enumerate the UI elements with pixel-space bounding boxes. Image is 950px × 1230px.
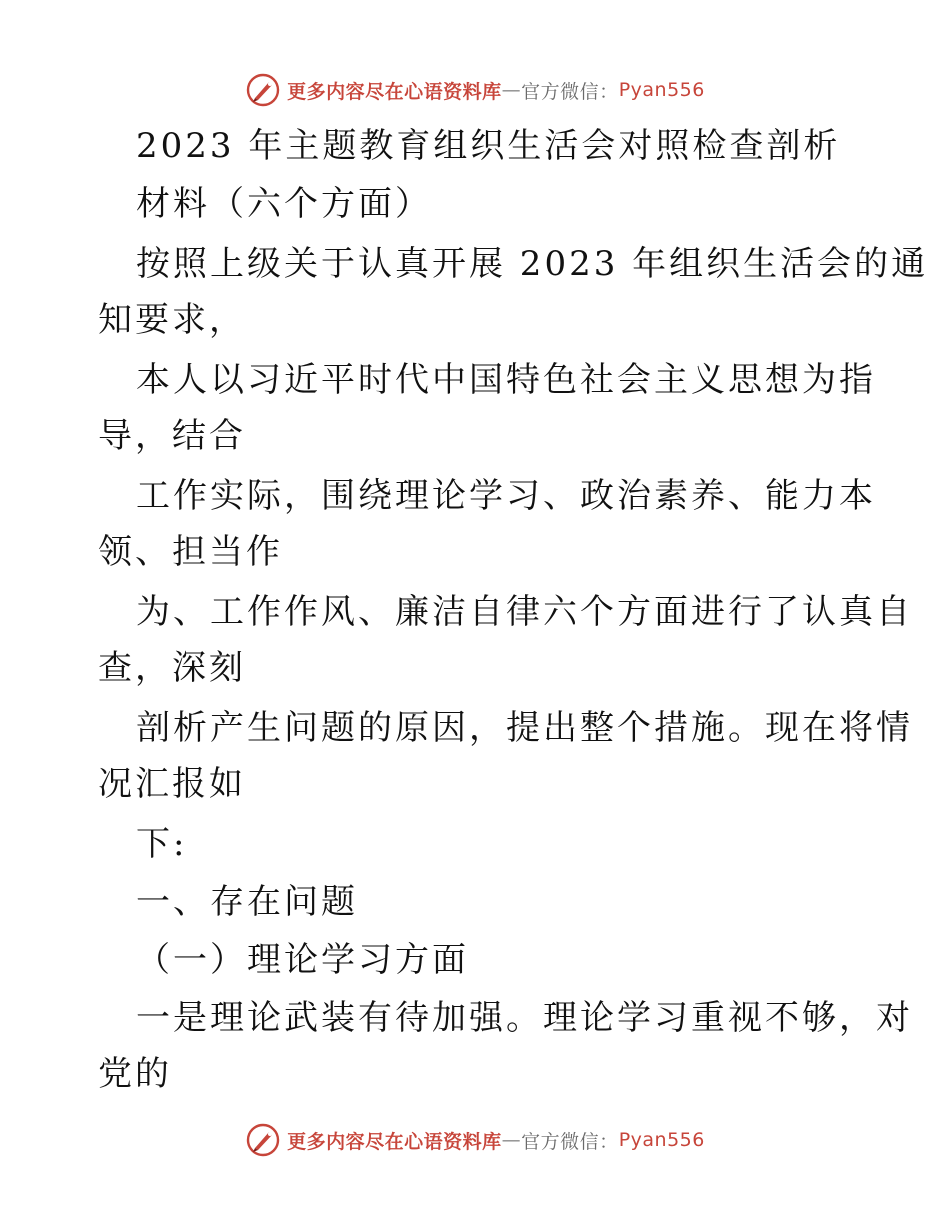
paragraph-line: 一是理论武装有待加强。理论学习重视不够，对 (136, 998, 913, 1038)
paragraph-line: 领、担当作 (98, 532, 283, 572)
doc-title-line-1: 2023 年主题教育组织生活会对照检查剖析 (136, 126, 841, 166)
banner-dash: — (501, 1129, 522, 1151)
banner-brand-text: 更多内容尽在心语资料库 (287, 1130, 502, 1153)
banner-brand-text: 更多内容尽在心语资料库 (287, 80, 502, 103)
paragraph-line: 党的 (98, 1054, 172, 1094)
banner-official-label: 官方微信： (521, 80, 619, 103)
paragraph-line: 剖析产生问题的原因，提出整个措施。现在将情 (136, 708, 913, 748)
banner-dash: — (501, 79, 522, 101)
banner-official-label: 官方微信： (521, 1130, 619, 1153)
paragraph-line: 下: (136, 824, 188, 864)
paragraph-line: 况汇报如 (98, 764, 246, 804)
paragraph-line: 按照上级关于认真开展 2023 年组织生活会的通 (136, 244, 929, 284)
quill-pen-logo-icon (245, 1122, 281, 1158)
paragraph-line: 知要求， (98, 300, 246, 340)
paragraph-line: 工作实际，围绕理论学习、政治素养、能力本 (136, 476, 876, 516)
footer-banner (0, 1118, 950, 1162)
paragraph-line: 查，深刻 (98, 648, 246, 688)
banner-wechat-id: Pyan556 (618, 1129, 705, 1151)
paragraph-line: 导，结合 (98, 416, 246, 456)
paragraph-line: 为、工作作风、廉洁自律六个方面进行了认真自 (136, 592, 913, 632)
subsection-heading: （一）理论学习方面 (136, 940, 469, 980)
doc-title-line-2: 材料（六个方面） (136, 184, 432, 224)
paragraph-line: 本人以习近平时代中国特色社会主义思想为指 (136, 360, 876, 400)
banner-wechat-id: Pyan556 (618, 79, 705, 101)
section-heading: 一、存在问题 (136, 882, 358, 922)
